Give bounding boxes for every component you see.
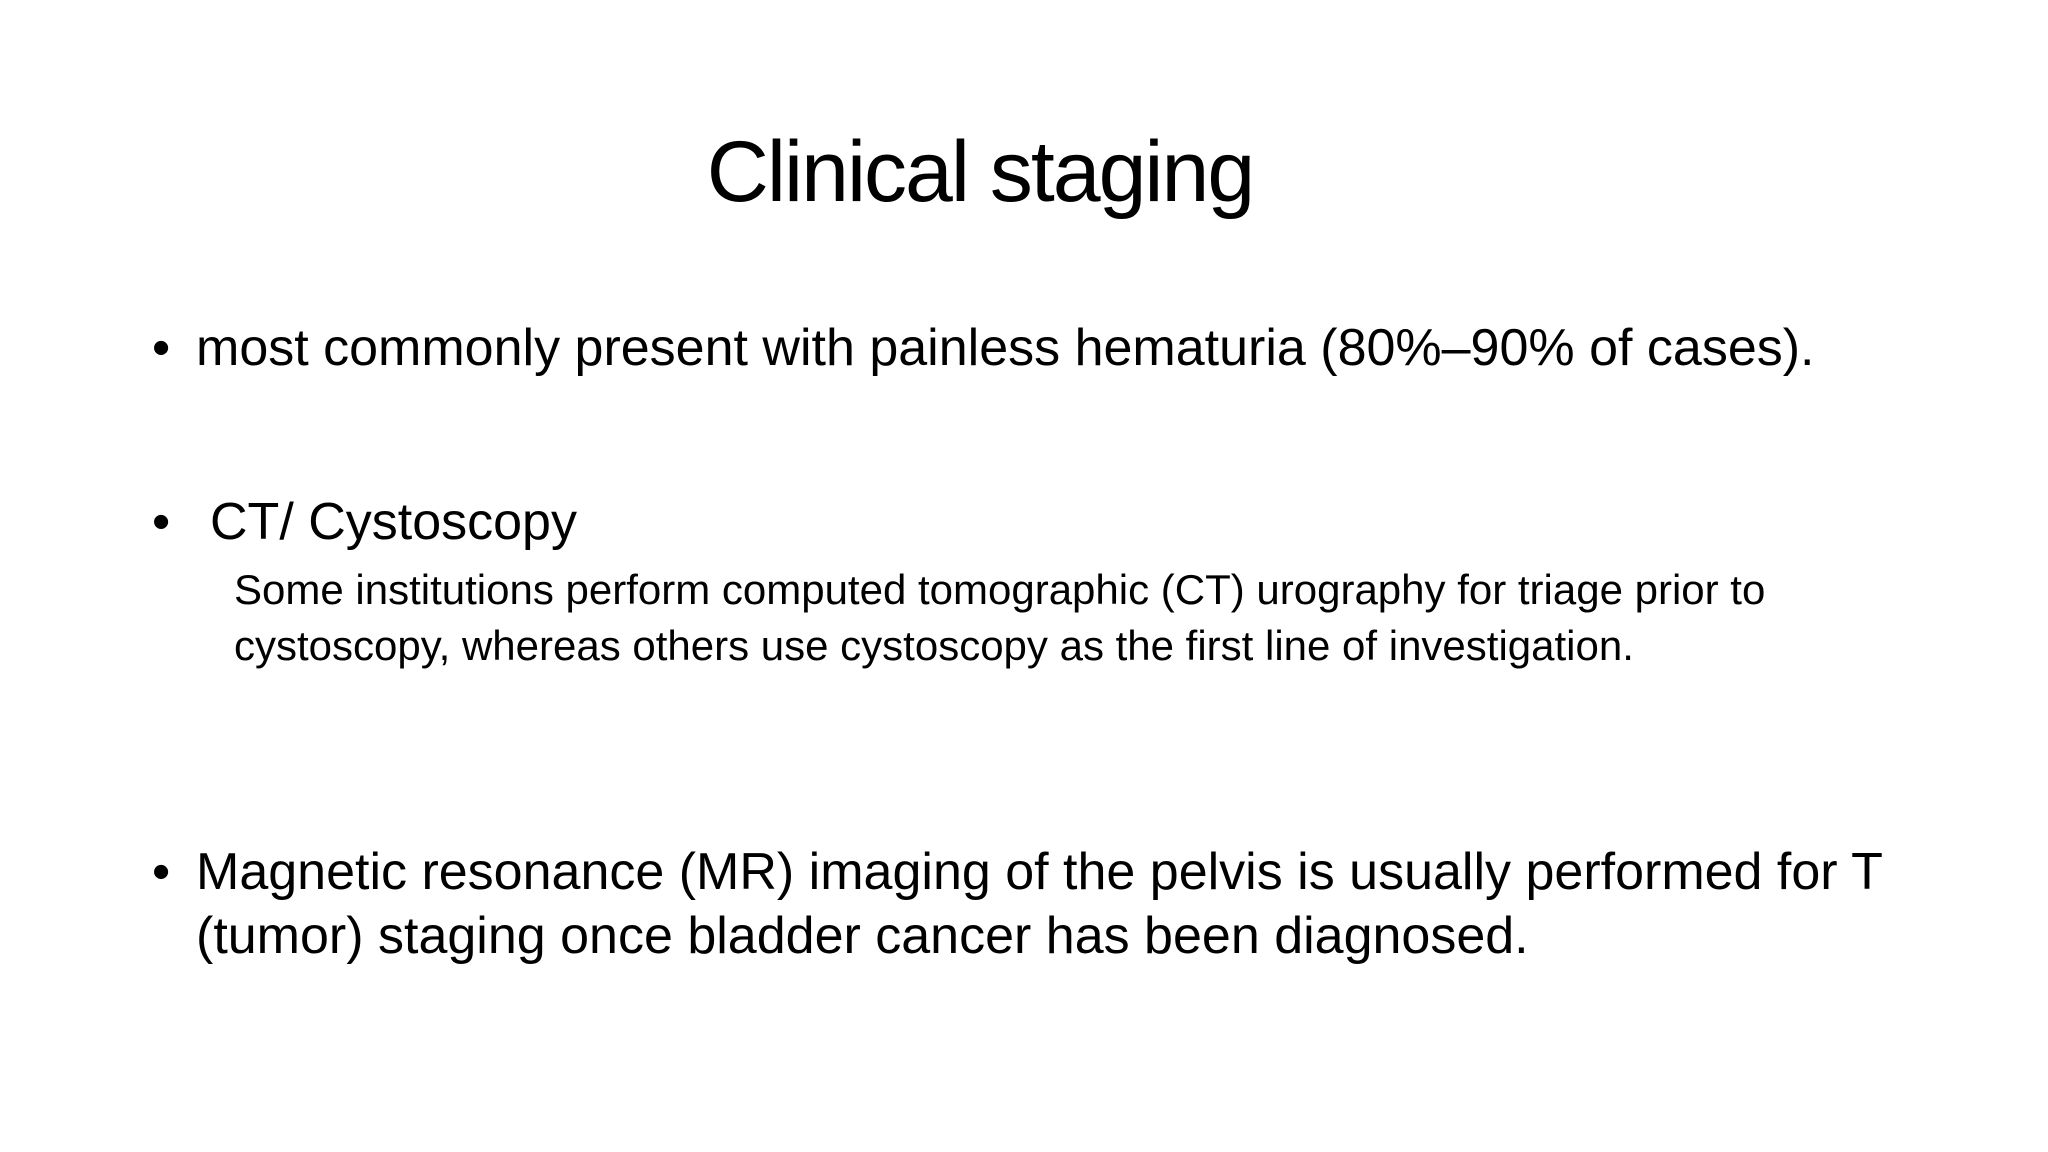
bullet-marker: • xyxy=(152,319,171,377)
bullet-hematuria xyxy=(152,316,1932,380)
slide-title: Clinical staging xyxy=(706,124,1254,220)
bullet-text: most commonly present with painless hematuria (80%–90% of cases). xyxy=(196,319,1815,377)
bullet-ct-cystoscopy xyxy=(152,490,1932,554)
bullet-mr-imaging xyxy=(152,840,1932,968)
sub-bullet-text: Some institutions perform computed tomographic (CT) urography for triage prior to cystoscopy, whereas others use cystoscopy as the first line of investigation. xyxy=(234,566,1766,669)
bullet-marker: • xyxy=(152,493,171,551)
bullet-text: CT/ Cystoscopy xyxy=(210,493,577,551)
bullet-text: Magnetic resonance (MR) imaging of the pelvis is usually performed for T (tumor) staging once bladder cancer has been diagnosed. xyxy=(196,843,1882,965)
bullet-marker: • xyxy=(152,843,171,901)
